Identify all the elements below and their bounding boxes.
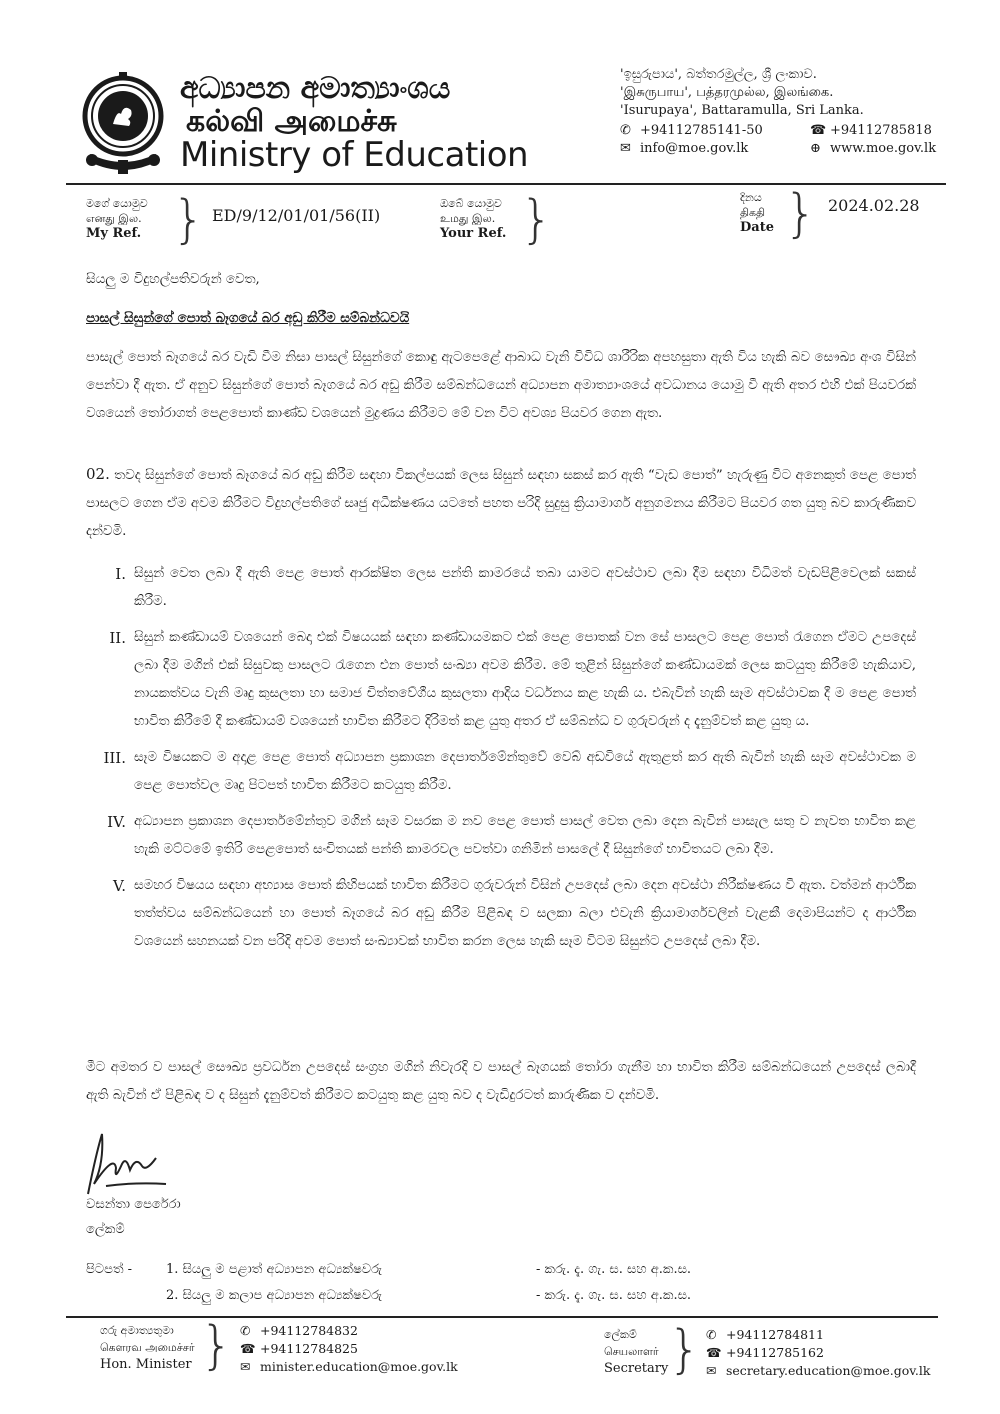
copy-item-text: සියලු ම පළාත් අධ්‍යාපන අධ්‍යක්ෂවරු (182, 1262, 382, 1277)
signatory-title: ලේකම් (86, 1222, 125, 1237)
header-web[interactable]: www.moe.gov.lk (830, 141, 937, 156)
copy-item (166, 1288, 382, 1303)
paragraph-1: පාසැල් පොත් බෑගයේ බර වැඩි වීම නිසා පාසල් සිසුන්ගේ කොඳු ඇටපෙළේ ආබාධ වැනි විවිධ ශාරීරික අපහසුතා ඇති විය හැකි බව සෞඛ්‍ය අංශ විසින් පෙන්වා දී ඇත. ඒ අනුව සිසුන්ගේ පොත් බෑගයේ බර අඩු කිරීම සම්බන්ධයෙන් අධ්‍යාපන අමාත්‍යාංශයේ අවධානය යොමු වී ඇති අතර එහි එක් පියවරක් වශයෙන් තෝරාගත් පෙළපොත් කාණ්ඩ වශයෙන් මුද්‍රණය කිරීමට මේ වන විට අවශ්‍ය පියවර ගෙන ඇත. (86, 350, 916, 421)
secretary-email[interactable]: secretary.education@moe.gov.lk (726, 1363, 931, 1378)
footer-divider (66, 1316, 938, 1318)
date-label-ta: திகதி (740, 206, 766, 219)
action-list (90, 560, 916, 956)
copy-item-number: 1. (166, 1262, 179, 1277)
list-item-text: සමහර විෂයය සඳහා අභ්‍යාස පොත් කිහිපයක් භාවිත කිරීමට ගුරුවරුන් විසින් උපදෙස් ලබා දෙන අවස්ථා නිරීක්ෂණය වී ඇත. වත්මන් ආර්ථික තත්ත්වය සම්බන්ධයෙන් හා පොත් බෑගයේ බර අඩු කිරීම පිළිබඳ ව සලකා බලා එවැනි ක්‍රියාමාර්ගවලින් වැළකී දෙමාපියන්ට ද ආර්ථික වශයෙන් සහනයක් වන පරිදි අවම පොත් සංඛ්‍යාවක් භාවිත කරන ලෙස හැකි සෑම විටම සිසුන්ට උපදෙස් ලබා දීම. (134, 878, 916, 949)
minister-fax: +94112784825 (260, 1341, 358, 1356)
list-item-number: I. (115, 565, 126, 583)
minister-label-en: Hon. Minister (100, 1357, 192, 1372)
your-ref-label-si: ඔබේ යොමුව (440, 197, 502, 210)
my-ref-label-ta: எனது இல. (86, 212, 142, 225)
brace-icon: } (200, 1316, 234, 1376)
secretary-labels (604, 1326, 668, 1377)
my-ref-label-si: මගේ යොමුව (86, 197, 148, 210)
header-fax: +94112785818 (830, 123, 932, 138)
address-english: 'Isurupaya', Battaramulla, Sri Lanka. (620, 103, 864, 118)
secretary-phone: +94112784811 (726, 1327, 824, 1342)
paragraph-2-text: තවද සිසුන්ගේ පොත් බෑගයේ බර අඩු කිරීම සඳහා විකල්පයක් ලෙස සිසුන් සඳහා සකස් කර ඇති “වැඩ පොත්” හැරුණු විට අනෙකුත් පෙළ පොත් පාසලට ගෙන ඒම අවම කිරීමට විදුහල්පතිගේ සෘජු අධීක්ෂණය යටතේ පහත පරිදි සුදුසු ක්‍රියාමාර්ග අනුගමනය කිරීමට පියවර ගත යුතු බව කාරුණිකව දන්වමි. (86, 468, 916, 539)
email-icon: ✉ (240, 1359, 251, 1374)
list-item-text: අධ්‍යාපන ප්‍රකාශන දෙපාර්තමේන්තුව මගින් සෑම වසරක ම නව පෙළ පොත් පාසල් වෙත ලබා දෙන බැවින් පාසැල සතු ව නැවත භාවිත කළ හැකි මට්ටමේ ඉතිරි පෙළපොත් සංචිතයක් පන්ති කාමරවල පවත්වා ගනිමින් පාසලේ දී සිසුන්ගේ භාවිතයට ලබා දීම. (134, 814, 916, 857)
minister-contacts (240, 1322, 458, 1376)
minister-phone: +94112784832 (260, 1323, 358, 1338)
sri-lanka-emblem (80, 68, 166, 176)
secretary-label-si: ලේකම් (604, 1328, 637, 1341)
copy-item-note: - කරු. දැ. ගැ. ස. සහ අ.ක.ස. (536, 1288, 692, 1303)
phone-icon: ✆ (240, 1323, 251, 1338)
my-ref-value: ED/9/12/01/01/56(II) (212, 206, 381, 225)
web-icon: ⊕ (810, 141, 821, 156)
fax-icon: ☎ (706, 1345, 722, 1360)
email-icon: ✉ (620, 141, 631, 156)
your-ref-labels (440, 196, 506, 241)
date-labels (740, 190, 774, 235)
paragraph-2 (86, 460, 916, 546)
date-value: 2024.02.28 (828, 196, 920, 215)
list-item-text: සිසුන් වෙත ලබා දී ඇති පෙළ පොත් ආරක්ෂිත ලෙස පන්ති කාමරයේ තබා යාමට අවස්ථාව ලබා දීම සඳහා විධිමත් වැඩපිළිවෙලක් සකස් කිරීම. (134, 566, 916, 609)
header-email[interactable]: info@moe.gov.lk (640, 141, 749, 156)
brace-icon: } (172, 190, 206, 250)
list-item (90, 624, 916, 736)
list-item (90, 872, 916, 956)
list-item-number: II. (109, 629, 126, 647)
my-ref-label-en: My Ref. (86, 226, 142, 241)
paragraph-2-number: 02. (86, 465, 110, 483)
brace-icon: } (668, 1320, 702, 1380)
my-ref-labels (86, 196, 148, 241)
secretary-contacts (706, 1326, 930, 1380)
copy-item-text: සියලු ම කලාප අධ්‍යාපන අධ්‍යක්ෂවරු (182, 1288, 382, 1303)
signatory-name: වසන්තා පෙරේරා (86, 1197, 181, 1212)
address-tamil: 'இசுருபாய', பத்தரமுல்ல, இலங்கை. (620, 85, 834, 100)
secretary-label-en: Secretary (604, 1361, 669, 1376)
secretary-fax: +94112785162 (726, 1345, 824, 1360)
phone-icon: ✆ (706, 1327, 717, 1342)
list-item-number: IV. (107, 813, 126, 831)
date-label-en: Date (740, 220, 774, 235)
copy-item (166, 1262, 382, 1277)
handwritten-signature (76, 1124, 196, 1204)
copies-label: පිටපත් - (86, 1262, 133, 1277)
list-item (90, 744, 916, 800)
your-ref-label-en: Your Ref. (440, 226, 507, 241)
list-item-text: සිසුන් කණ්ඩායම් වශයෙන් බෙදා එක් විෂයයක් සඳහා කණ්ඩායමකට එක් පෙළ පොතක් වන සේ පාසලට පෙළ පොත් රැගෙන ඒමට උපදෙස් ලබා දීම මගින් එක් සිසුවකු පාසලට රැගෙන එන පොත් සංඛ්‍යා අවම කිරීම. මේ තුළින් සිසුන්ගේ කණ්ඩායමක් ලෙස කටයුතු කිරීමේ හැකියාව, නායකත්වය වැනි මෘදු කුසලතා හා සමාජ චිත්තවේගීය කුසලතා ආදිය වර්ධනය කළ හැකි ය. එබැවින් හැකි සෑම අවස්ථාවක දී ම පෙළ පොත් භාවිත කිරීමේ දී කණ්ඩායම් වශයෙන් භාවිත කිරීමට දිරිමත් කළ යුතු අතර ඒ සම්බන්ධ ව ගුරුවරුන් ද දැනුම්වත් කළ යුතු ය. (134, 630, 916, 729)
brace-icon: } (784, 184, 818, 244)
minister-labels (100, 1322, 195, 1373)
salutation: සියලු ම විදුහල්පතිවරුන් වෙත, (86, 272, 260, 287)
subject-line: පාසල් සිසුන්ගේ පොත් බෑගයේ බර අඩු කිරීම සම්බන්ධවයි (86, 310, 410, 326)
paragraph-3: මීට අමතර ව පාසල් සෞඛ්‍ය ප්‍රවර්ධන උපදෙස් සංග්‍රහ මගින් නිවැරදි ව පාසල් බෑගයක් තෝරා ගැනීම හා භාවිත කිරීම සම්බන්ධයෙන් උපදෙස් ලබාදී ඇති බැවින් ඒ පිළිබඳ ව ද සිසුන් දැනුම්වත් කිරීමට කටයුතු කළ යුතු බව ද වැඩිදුරටත් කාරුණික ව දන්වමි. (86, 1060, 916, 1103)
list-item (90, 560, 916, 616)
list-item-number: III. (103, 749, 126, 767)
header-phone: +94112785141-50 (640, 123, 763, 138)
email-icon: ✉ (706, 1363, 717, 1378)
address-block (620, 66, 950, 158)
secretary-label-ta: செயலாளர் (604, 1345, 659, 1358)
fax-icon: ☎ (240, 1341, 256, 1356)
list-item-number: V. (113, 877, 126, 895)
list-item (90, 808, 916, 864)
brace-icon: } (520, 190, 554, 250)
address-sinhala: 'ඉසුරුපාය', බත්තරමුල්ල, ශ්‍රී ලංකාව. (620, 67, 817, 82)
copy-item-note: - කරු. දැ. ගැ. ස. සහ අ.ක.ස. (536, 1262, 692, 1277)
ministry-name-english: Ministry of Education (180, 135, 529, 175)
phone-icon: ✆ (620, 123, 631, 138)
ministry-name-sinhala: අධ්‍යාපන අමාත්‍යාංශය (180, 71, 451, 106)
copy-item-number: 2. (166, 1288, 179, 1303)
date-label-si: දිනය (740, 191, 762, 204)
list-item-text: සෑම විෂයකට ම අදාළ පෙළ පොත් අධ්‍යාපන ප්‍රකාශන දෙපාර්තමේන්තුවේ වෙබ් අඩවියේ ඇතුළත් කර ඇති බැවින් හැකි සෑම අවස්ථාවක ම පෙළ පොත්වල මෘදු පිටපත් භාවිත කිරීමට කටයුතු කිරීම. (134, 750, 916, 793)
fax-icon: ☎ (810, 123, 827, 138)
ministry-name-tamil: கல்வி அமைச்சு (186, 104, 397, 139)
minister-label-ta: கௌரவ அமைச்சர் (100, 1341, 195, 1354)
minister-email[interactable]: minister.education@moe.gov.lk (260, 1359, 458, 1374)
minister-label-si: ගරු අමාත්‍යතුමා (100, 1324, 174, 1337)
your-ref-label-ta: உமது இல. (440, 212, 496, 225)
